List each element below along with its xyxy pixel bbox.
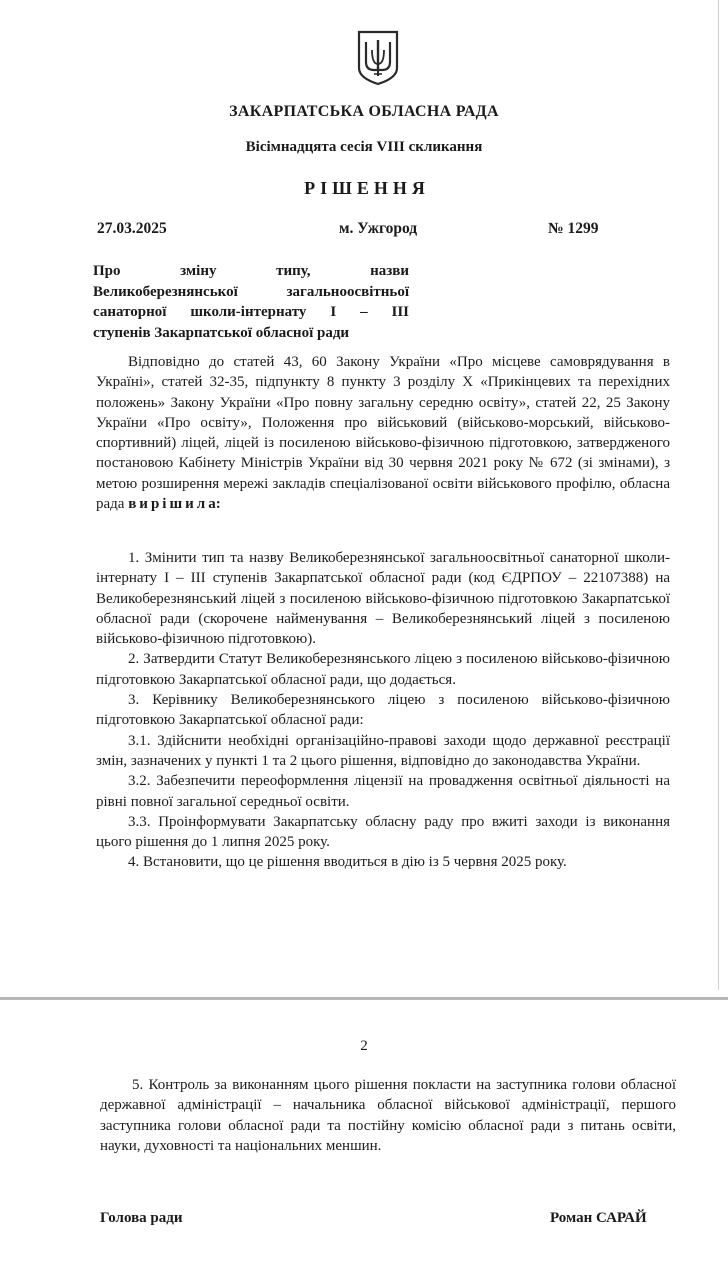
decision-city: м. Ужгород — [339, 220, 418, 237]
decision-item — [96, 852, 670, 872]
decision-item — [96, 548, 670, 649]
decision-item — [96, 731, 670, 772]
preamble-paragraph — [96, 352, 670, 514]
decision-item — [100, 1075, 676, 1156]
decision-items — [96, 548, 670, 873]
item-text: 2. Затвердити Статут Великоберезнянського ліцею з посиленою військово-фізичною підготовкою Закарпатської обласної ради, що додається. — [96, 651, 670, 688]
preamble-text: Відповідно до статей 43, 60 Закону України «Про місцеве самоврядування в Україні», статей 32-35, підпункту 8 пункту 3 розділу X «Прикінцевих та перехідних положень» Закону України «Про повну загальну середню освіту», статей 22, 25 Закону України «Про освіту», Положення про військовий (військово-морський, військово-спортивний) ліцей, ліцей із посиленою військово-фізичною підготовкою, затвердженого постановою Кабінету Міністрів України від 30 червня 2021 року № 672 (зі змінами), з метою розширення мережі закладів спеціалізованої освіти військового профілю, обласна рада — [96, 354, 670, 513]
subject-line: Про зміну типу, назви — [93, 263, 409, 279]
item-text: 3.2. Забезпечити переоформлення ліцензії на провадження освітньої діяльності на рівні повної загальної середньої освіти. — [96, 773, 670, 810]
decision-number: № 1299 — [548, 220, 599, 237]
signature-name: Роман САРАЙ — [550, 1210, 647, 1226]
subject-line: Великоберезнянської загальноосвітньої — [93, 283, 409, 300]
item-text: 1. Змінити тип та назву Великоберезнянської загальноосвітньої санаторної школи-інтернату І – ІІІ ступенів Закарпатської обласної ради (код ЄДРПОУ – 22107388) на Великоберезнянський ліцей з посиленою військово-фізичною підготовкою Закарпатської обласної ради (скорочене найменування – Великоберезнянський ліцей з посиленою військово-фізичною підготовкою). — [96, 550, 670, 648]
decided-word: вирішил — [128, 496, 209, 513]
document-title: РІШЕННЯ — [304, 178, 430, 198]
decision-item — [96, 649, 670, 690]
decided-word-end: а: — [208, 496, 221, 513]
page-number: 2 — [360, 1038, 368, 1054]
item-text: 3.1. Здійснити необхідні організаційно-правові заходи щодо державної реєстрації змін, зазначених у пункті 1 та 2 цього рішення, відповідно до законодавства України. — [96, 732, 670, 769]
subject-line: ступенів Закарпатської обласної ради — [93, 324, 350, 341]
document-page-2 — [0, 1000, 728, 1280]
item-text: 3.3. Проінформувати Закарпатську обласну раду про вжиті заходи із виконання цього рішення до 1 липня 2025 року. — [96, 813, 670, 851]
decision-item — [96, 812, 670, 853]
page-edge — [718, 0, 719, 990]
item-text: 5. Контроль за виконанням цього рішення покласти на заступника голови обласної державної адміністрації – начальника обласної військової адміністрації, першого заступника голови обласної ради та постійну комісію обласної ради з питань освіти, науки, духовності та національних меншин. — [100, 1077, 676, 1154]
session-line: Вісімнадцята сесія VIII скликання — [245, 139, 483, 155]
trident-coat-of-arms-icon — [356, 30, 400, 86]
decision-date: 27.03.2025 — [97, 220, 167, 237]
item-text: 3. Керівнику Великоберезнянського ліцею з посиленою військово-фізичною підготовкою Закарпатської обласної ради: — [96, 692, 670, 729]
decision-item — [96, 771, 670, 812]
decision-item — [96, 690, 670, 731]
decision-subject — [93, 261, 409, 343]
subject-line: санаторної школи-інтернату І – ІІІ — [93, 304, 409, 320]
council-name: ЗАКАРПАТСЬКА ОБЛАСНА РАДА — [229, 103, 499, 120]
item-text: 4. Встановити, що це рішення вводиться в дію із 5 червня 2025 року. — [128, 854, 567, 871]
signature-title: Голова ради — [100, 1210, 183, 1226]
